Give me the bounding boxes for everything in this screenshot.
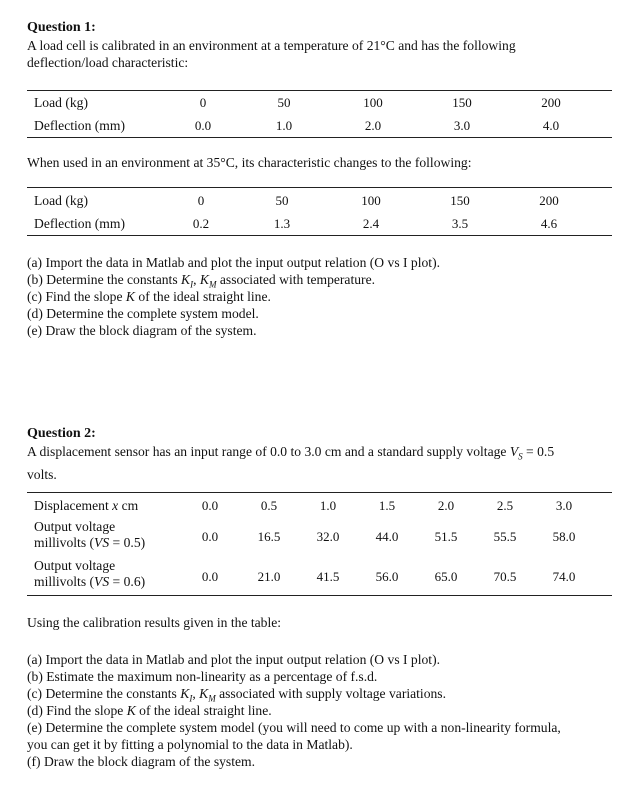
table-cell: 50 (275, 193, 289, 208)
table-cell: 200 (539, 193, 559, 208)
table-cell: 74.0 (552, 569, 576, 584)
table-row-label: Load (kg) (34, 193, 88, 208)
table-cell: 4.6 (540, 216, 558, 231)
table-cell: 100 (363, 95, 383, 110)
table-cell: 56.0 (375, 569, 399, 584)
table-rule-top (27, 187, 612, 188)
table-cell: 0.2 (192, 216, 210, 231)
question-1-intro-line2: deflection/load characteristic: (27, 55, 189, 70)
table-cell: 2.4 (362, 216, 380, 231)
table-cell: 44.0 (375, 529, 399, 544)
table-cell: 0.5 (260, 498, 278, 513)
question-2-title: Question 2: (27, 426, 96, 441)
table-cell: 0.0 (201, 529, 219, 544)
q2-task-c: (c) Determine the constants $K_I$, $K_M$ associated with supply voltage variations. (27, 686, 446, 704)
q2-task-f: (f) Draw the block diagram of the system. (27, 754, 256, 769)
table-cell: 16.5 (257, 529, 281, 544)
table-cell: 65.0 (434, 569, 458, 584)
table-cell: 3.5 (451, 216, 469, 231)
table-cell: 55.5 (493, 529, 517, 544)
question-1-intro-line1: A load cell is calibrated in an environment at a temperature of 21°C and has the following (27, 38, 516, 53)
table-cell: 1.0 (275, 118, 293, 133)
table-cell: 0.0 (201, 569, 219, 584)
table-cell: 1.5 (378, 498, 396, 513)
table-cell: 4.0 (542, 118, 560, 133)
q2-task-b: (b) Estimate the maximum non-linearity as a percentage of f.s.d. (27, 669, 378, 684)
question-2-intro-line1: A displacement sensor has an input range of 0.0 to 3.0 cm and a standard supply voltage $V_S = 0.5$ (27, 444, 555, 462)
table-cell: 0.0 (201, 498, 219, 513)
table-row-label: Deflection (mm) (34, 118, 125, 133)
question-2-intro-line2: volts. (27, 466, 57, 482)
table-cell: 200 (541, 95, 561, 110)
question-1-mid-text: When used in an environment at 35°C, its characteristic changes to the following: (27, 155, 472, 170)
table-rule-bottom (27, 595, 612, 596)
table-cell: 150 (452, 95, 472, 110)
table-cell: 41.5 (316, 569, 340, 584)
table-rule-top (27, 492, 612, 493)
table-row-label: Deflection (mm) (34, 216, 125, 231)
table-row-label: Output voltage millivolts (VS = 0.6) (34, 558, 146, 589)
table-cell: 2.0 (364, 118, 382, 133)
question-2-intro (27, 443, 554, 483)
table-cell: 1.3 (273, 216, 291, 231)
table-row-label: Load (kg) (34, 95, 88, 110)
table-row-label: Output voltage millivolts (VS = 0.5) (34, 519, 146, 550)
q2-task-d: (d) Find the slope K of the ideal straight line. (27, 703, 272, 718)
q1-task-d: (d) Determine the complete system model. (27, 306, 259, 321)
q1-task-a: (a) Import the data in Matlab and plot the input output relation (O vs I plot). (27, 255, 441, 270)
question-2-using-text: Using the calibration results given in the table: (27, 615, 282, 630)
table-cell: 3.0 (453, 118, 471, 133)
table-cell: 0 (197, 193, 205, 208)
q1-task-b: (b) Determine the constants $K_I$, $K_M$ associated with temperature. (27, 272, 376, 290)
question-1-title: Question 1: (27, 20, 96, 35)
table-cell: 58.0 (552, 529, 576, 544)
table-cell: 100 (361, 193, 381, 208)
table-rule-top (27, 90, 612, 91)
table-cell: 50 (277, 95, 291, 110)
table-cell: 51.5 (434, 529, 458, 544)
table-cell: 0.0 (194, 118, 212, 133)
table-rule-bottom (27, 137, 612, 138)
q1-task-e: (e) Draw the block diagram of the system. (27, 323, 257, 338)
table-cell: 0 (199, 95, 207, 110)
table-rule-bottom (27, 235, 612, 236)
table-cell: 70.5 (493, 569, 517, 584)
table-cell: 32.0 (316, 529, 340, 544)
table-cell: 3.0 (555, 498, 573, 513)
question-1-intro (27, 37, 516, 71)
table-cell: 2.5 (496, 498, 514, 513)
table-cell: 2.0 (437, 498, 455, 513)
q2-task-e: (e) Determine the complete system model (you will need to come up with a non-linearity formula, you can get it by fitting a polynomial to the data in Matlab). (27, 720, 561, 752)
table-row-label: Displacement x cm (34, 498, 139, 513)
table-cell: 150 (450, 193, 470, 208)
q2-task-a: (a) Import the data in Matlab and plot the input output relation (O vs I plot). (27, 652, 441, 667)
table-cell: 21.0 (257, 569, 281, 584)
table-cell: 1.0 (319, 498, 337, 513)
q1-task-c: (c) Find the slope K of the ideal straight line. (27, 289, 271, 304)
